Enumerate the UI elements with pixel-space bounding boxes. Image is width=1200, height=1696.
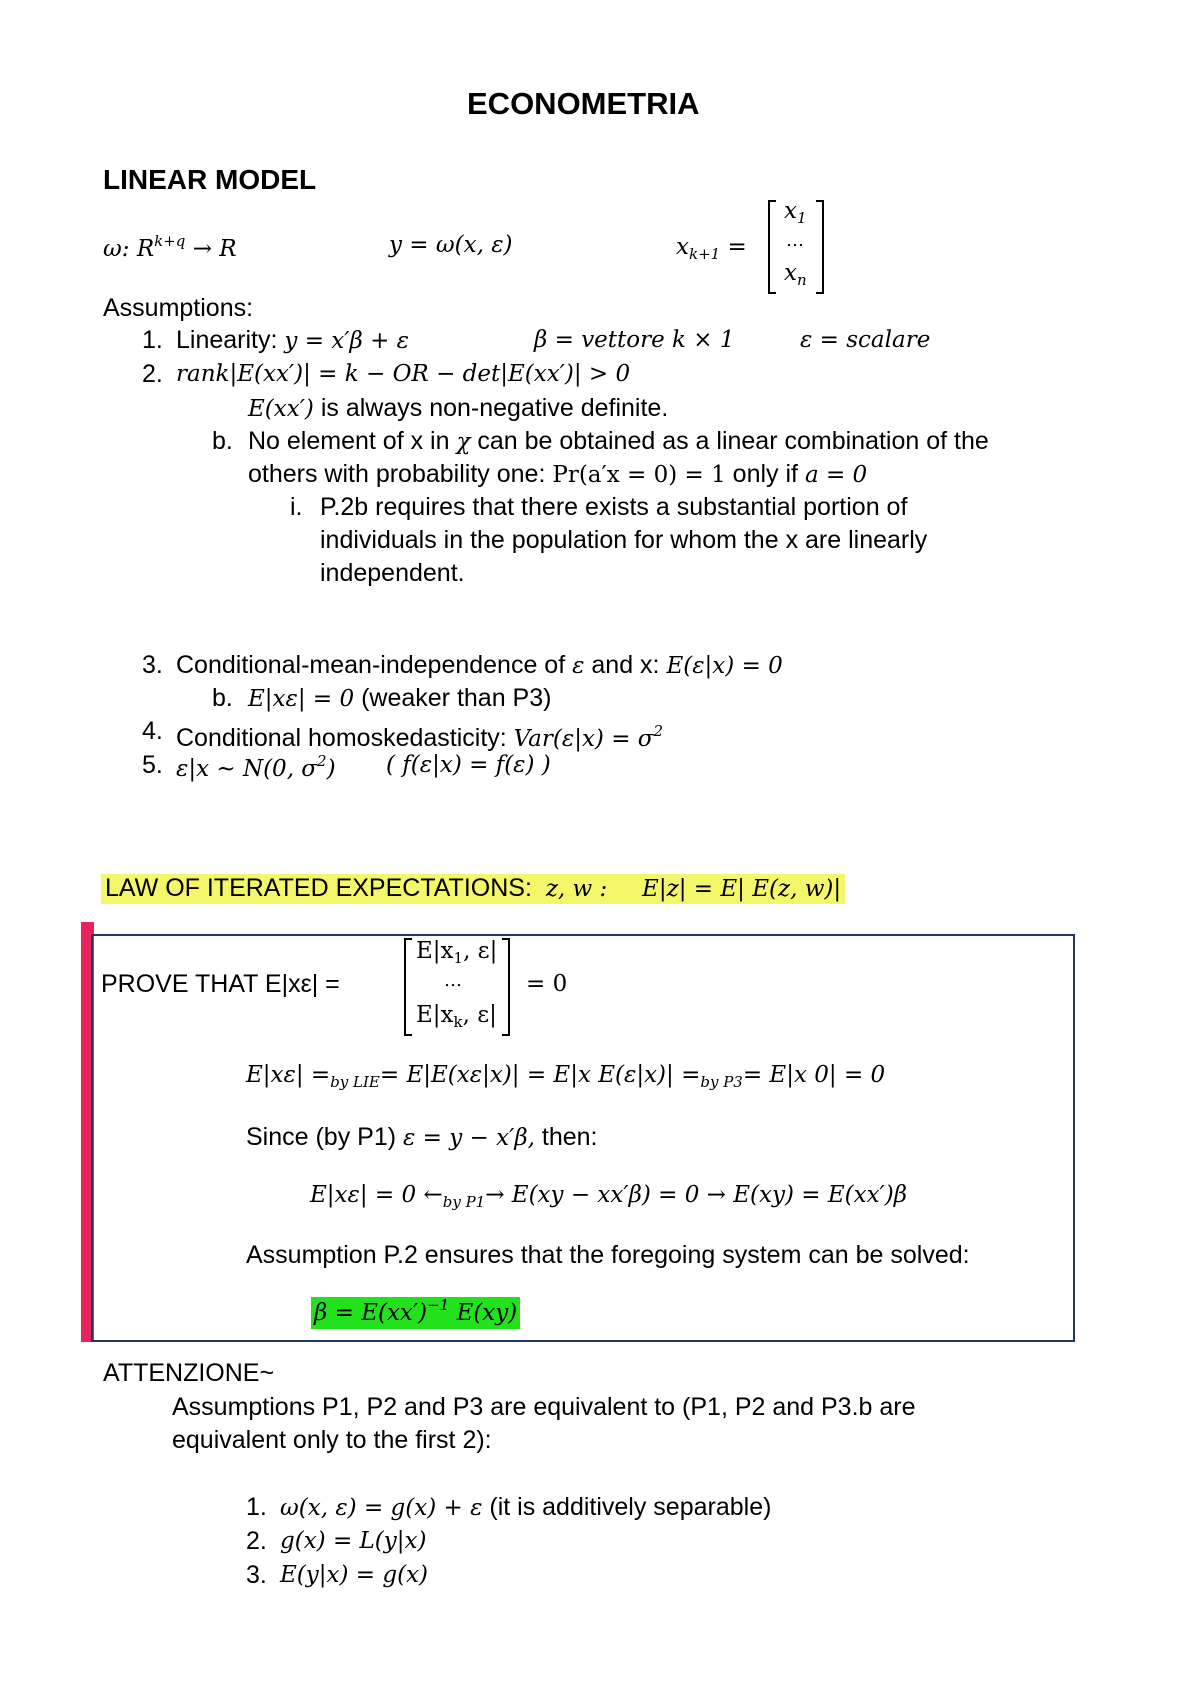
- assumption-3b: E|xε| = 0 (weaker than P3): [248, 684, 552, 712]
- proof-assumption-line: Assumption P.2 ensures that the foregoing system can be solved:: [246, 1241, 970, 1269]
- vector-entry: $x_1$: [784, 198, 807, 227]
- lie-vars: z, w :: [545, 876, 608, 902]
- y-definition: y = ω(x, ε): [389, 232, 513, 258]
- proof-line-1: $E|x\varepsilon| =_{by LIE}= E|E(x\varepsilon|x)| = E|x$ $E(\varepsilon|x)| =_{by P3}= E|x$ 0| = 0: [246, 1062, 886, 1091]
- assumption-rank-note: E(xx′) is always non-negative definite.: [248, 394, 669, 422]
- assumption-2bi-line3: independent.: [320, 559, 465, 587]
- assumptions-heading: Assumptions:: [103, 294, 254, 322]
- prove-statement: PROVE THAT E|xε| =: [101, 970, 340, 998]
- lie-label: LAW OF ITERATED EXPECTATIONS:: [105, 874, 532, 902]
- epsilon-definition: ε = scalare: [800, 327, 931, 353]
- vector-entry: …: [786, 230, 804, 251]
- equivalence-item-2: g(x) = L(y|x): [280, 1528, 427, 1554]
- assumption-linearity: Linearity: y = x′β + ε: [176, 326, 410, 354]
- proof-matrix: [404, 938, 510, 1034]
- assumption-homoskedasticity: Conditional homoskedasticity: $Var(\varepsilon|x) = \sigma^2$: [176, 722, 664, 752]
- proof-result: $\beta = E(xx')^{-1}$ E(xy): [311, 1296, 520, 1326]
- lie-line: [101, 873, 845, 904]
- list-number: 3.: [246, 1561, 267, 1589]
- list-letter: b.: [212, 684, 233, 712]
- equivalence-item-1: ω(x, ε) = g(x) + ε (it is additively separable): [280, 1493, 772, 1521]
- assumption-2b-line2: others with probability one: Pr(a′x = 0) = 1 only if a = 0: [248, 460, 868, 488]
- list-number: 1.: [246, 1493, 267, 1521]
- list-number: 3.: [142, 651, 163, 679]
- attenzione-line-2: equivalent only to the first 2):: [172, 1426, 492, 1454]
- matrix-row: $E|x_1$, ε|: [416, 938, 498, 967]
- x-vector-lhs: $x_{k+1}$ =: [676, 234, 747, 263]
- attenzione-line-1: Assumptions P1, P2 and P3 are equivalent to (P1, P2 and P3.b are: [172, 1393, 916, 1421]
- assumption-mean-independence: Conditional-mean-independence of ε and x: E(ε|x) = 0: [176, 651, 783, 679]
- list-number: 4.: [142, 717, 163, 745]
- linear-model-heading: LINEAR MODEL: [103, 164, 317, 195]
- proof-since-line: Since (by P1) ε = y − x′β, then:: [246, 1123, 598, 1151]
- assumption-2bi-line1: P.2b requires that there exists a substantial portion of: [320, 493, 908, 521]
- list-roman: i.: [290, 493, 303, 521]
- proof-line-2: E|xε| = 0 $\leftarrow_{by P1}\to E(xy - xx'\beta) = 0 \to E(xy) = E(xx')\beta$: [310, 1182, 908, 1211]
- matrix-row: …: [444, 970, 462, 991]
- page-title: ECONOMETRIA: [467, 86, 700, 121]
- list-letter: b.: [212, 427, 233, 455]
- list-number: 2.: [142, 360, 163, 388]
- matrix-row: $E|x_k$, ε|: [416, 1002, 497, 1031]
- equivalence-item-3: E(y|x) = g(x): [280, 1562, 428, 1588]
- assumption-2bi-line2: individuals in the population for whom the x are linearly: [320, 526, 928, 554]
- assumption-normality: ε|x ~ N(0, $\sigma^2$): [176, 752, 336, 782]
- beta-definition: β = vettore k × 1: [534, 327, 735, 353]
- list-number: 1.: [142, 326, 163, 354]
- list-number: 2.: [246, 1527, 267, 1555]
- assumption-2b-line1: No element of x in χ can be obtained as a linear combination of the: [248, 427, 989, 455]
- assumption-rank: rank|E(xx′)| = k − OR − det|E(xx′)| > 0: [176, 361, 631, 387]
- x-vector: [768, 200, 824, 292]
- list-number: 5.: [142, 751, 163, 779]
- lie-formula: E|z| = E| E(z, w)|: [642, 876, 842, 902]
- proof-equals-zero: = 0: [526, 971, 568, 997]
- assumption-normality-density: ( f(ε|x) = f(ε) ): [386, 752, 551, 778]
- omega-definition: ω: $R^{k+q} \to R$: [103, 232, 237, 262]
- attenzione-heading: ATTENZIONE~: [103, 1359, 275, 1387]
- vector-entry: $x_n$: [784, 260, 807, 289]
